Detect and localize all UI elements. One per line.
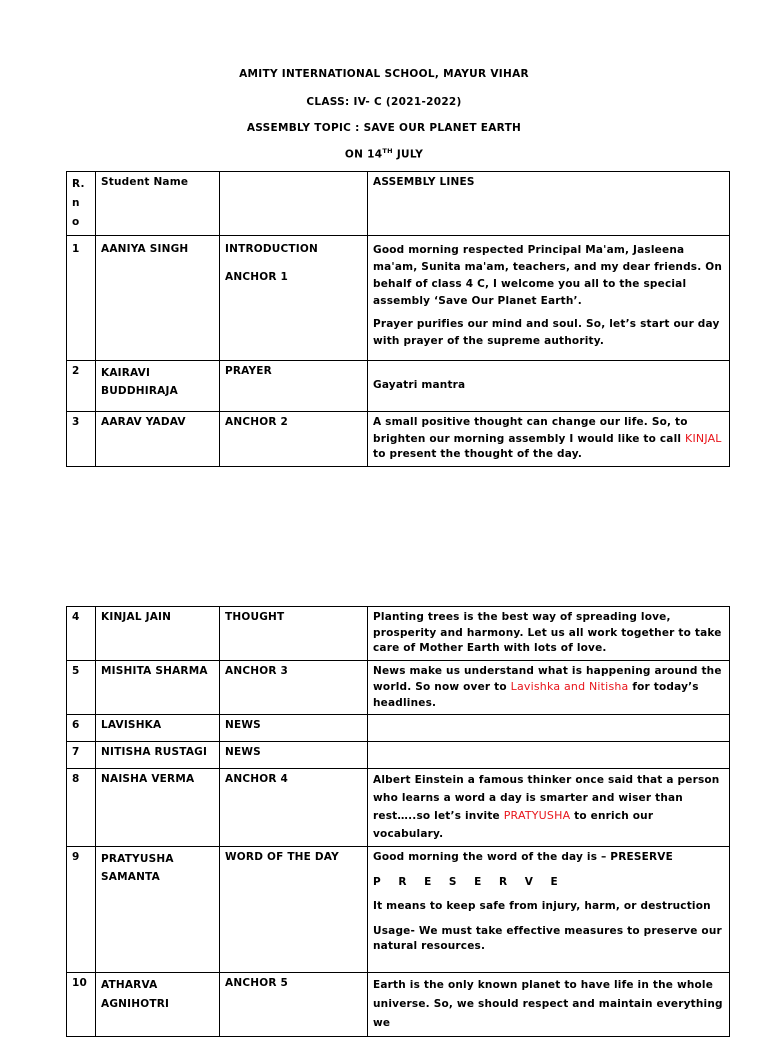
school-name: AMITY INTERNATIONAL SCHOOL, MAYUR VIHAR [239, 68, 529, 80]
role-label: ANCHOR 1 [225, 271, 288, 283]
assembly-lines: Planting trees is the best way of spreading love, prosperity and harmony. Let us all work together to take care of Mother Earth with lots of love. [368, 607, 730, 661]
table-row [67, 660, 730, 715]
role-label: WORD OF THE DAY [220, 847, 368, 973]
assembly-lines [368, 847, 730, 973]
row-number: 9 [67, 847, 96, 973]
highlighted-name: KINJAL [685, 431, 722, 445]
assembly-line-text: Good morning respected Principal Ma'am, Jasleena ma'am, Sunita ma'am, teachers, and my dear friends. On behalf of class 4 C, I welcome you all to the special assembly ‘Save Our Planet Earth’. [373, 244, 723, 307]
row-number: 10 [67, 973, 96, 1037]
table-row [67, 742, 730, 769]
role-label: NEWS [220, 715, 368, 742]
student-name: LAVISHKA [96, 715, 220, 742]
assembly-lines: News make us understand what is happening around the world. So now over to Lavishka and Nitisha for today’s headlines. [368, 660, 730, 715]
role-label: ANCHOR 5 [220, 973, 368, 1037]
header-student-name: Student Name [96, 172, 220, 236]
row-number: 5 [67, 660, 96, 715]
row-number: 3 [67, 412, 96, 467]
assembly-line-text: Usage- We must take effective measures to preserve our natural resources. [373, 924, 722, 952]
table-header-row [67, 172, 730, 236]
assembly-lines [368, 236, 730, 361]
row-number: 8 [67, 769, 96, 847]
word-of-the-day-letters: P R E S E R V E [373, 875, 565, 888]
role-cell [220, 236, 368, 361]
assembly-lines: A small positive thought can change our life. So, to brighten our morning assembly I would like to call KINJAL to present the thought of the day. [368, 412, 730, 467]
table-row [67, 361, 730, 412]
assembly-lines: Albert Einstein a famous thinker once said that a person who learns a word a day is smarter and wiser than rest…..so let’s invite PRATYUSHA to enrich our vocabulary. [368, 769, 730, 847]
assembly-line-text: It means to keep safe from injury, harm, or destruction [373, 900, 711, 912]
student-name: KINJAL JAIN [96, 607, 220, 661]
student-name: AANIYA SINGH [96, 236, 220, 361]
student-name: ATHARVA AGNIHOTRI [96, 973, 220, 1037]
assembly-topic: ASSEMBLY TOPIC : SAVE OUR PLANET EARTH [246, 122, 522, 134]
table-row [67, 236, 730, 361]
role-label: PRAYER [220, 361, 368, 412]
row-number: 2 [67, 361, 96, 412]
assembly-line-text: Prayer purifies our mind and soul. So, let’s start our day with prayer of the supreme authority. [373, 318, 720, 347]
header-rno: R.n o [67, 172, 96, 236]
assembly-table-page-2 [66, 606, 730, 1037]
student-name: KAIRAVI BUDDHIRAJA [96, 361, 220, 412]
assembly-lines [368, 742, 730, 769]
class-line: CLASS: IV- C (2021-2022) [306, 96, 462, 108]
row-number: 6 [67, 715, 96, 742]
assembly-line-text: Gayatri mantra [373, 379, 466, 392]
student-name: NAISHA VERMA [96, 769, 220, 847]
assembly-table-page-1 [66, 171, 730, 467]
table-row [67, 847, 730, 973]
highlighted-name: PRATYUSHA [503, 809, 571, 822]
table-row [67, 607, 730, 661]
table-row [67, 769, 730, 847]
row-number: 4 [67, 607, 96, 661]
header-assembly-lines: ASSEMBLY LINES [368, 172, 730, 236]
assembly-lines [368, 715, 730, 742]
student-name: NITISHA RUSTAGI [96, 742, 220, 769]
row-number: 7 [67, 742, 96, 769]
role-label: ANCHOR 2 [220, 412, 368, 467]
role-label: THOUGHT [220, 607, 368, 661]
role-label: NEWS [220, 742, 368, 769]
student-name: PRATYUSHA SAMANTA [96, 847, 220, 973]
assembly-lines [368, 361, 730, 412]
student-name: AARAV YADAV [96, 412, 220, 467]
table-row [67, 412, 730, 467]
role-label: INTRODUCTION [225, 243, 318, 255]
role-label: ANCHOR 3 [220, 660, 368, 715]
student-name: MISHITA SHARMA [96, 660, 220, 715]
assembly-line-text: Good morning the word of the day is – PRESERVE [373, 851, 673, 863]
header-role [220, 172, 368, 236]
highlighted-name: Lavishka and Nitisha [510, 680, 629, 693]
table-row [67, 973, 730, 1037]
row-number: 1 [67, 236, 96, 361]
role-label: ANCHOR 4 [220, 769, 368, 847]
assembly-date: ON 14TH JULY [344, 147, 424, 161]
table-row [67, 715, 730, 742]
assembly-lines: Earth is the only known planet to have life in the whole universe. So, we should respect and maintain everything we [368, 973, 730, 1037]
